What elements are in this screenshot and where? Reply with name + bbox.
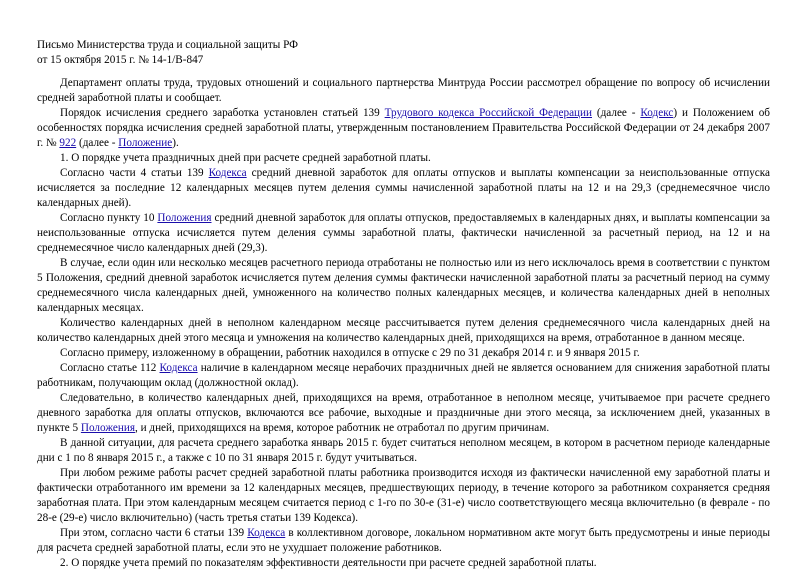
paragraph-article-139-part4 — [37, 166, 770, 211]
link-resolution-922[interactable]: 922 — [59, 137, 77, 149]
text-span: в коллективном договоре, локальном нормативном акте могут быть предусмотрены и иные периоды для расчета средней заработной платы, если это не ухудшает положение работников. — [37, 527, 771, 554]
text-span: средний дневной заработок для оплаты отпусков, предоставляемых в календарных днях, и выплаты компенсации за неиспользованные отпуска исчисляется путем деления суммы заработной платы, фактически начисленной за расчетный период, на 12 и на среднемесячное число календарных дней (29,3). — [37, 212, 771, 254]
link-code[interactable]: Кодекса — [247, 527, 286, 539]
link-regulation[interactable]: Положения — [80, 422, 135, 434]
text-span: ). — [172, 137, 179, 149]
paragraph-incomplete-months: В случае, если один или несколько месяцев расчетного периода отработаны не полностью или из него исключалось время в соответствии с пунктом 5 Положения, средний дневной заработок исчисляется путем деления суммы фактически начисленной заработной платы за расчетный период на сумму среднемесячного числа календарных дней, умноженного на количество полных календарных месяцев, и количества календарных дней в неполных календарных месяцах. — [37, 257, 770, 314]
paragraph-consequently — [37, 391, 770, 436]
paragraph-article-139-part6 — [37, 526, 770, 556]
section-heading-1: 1. О порядке учета праздничных дней при расчете средней заработной платы. — [60, 152, 431, 164]
text-span: Согласно части 4 статьи 139 — [60, 167, 209, 179]
document-date-number: от 15 октября 2015 г. № 14-1/В-847 — [37, 54, 204, 66]
link-labor-code[interactable]: Трудового кодекса Российской Федерации — [384, 107, 592, 119]
paragraph-any-regime: При любом режиме работы расчет средней заработной платы работника производится исходя из фактически начисленной ему заработной платы и фактически отработанного им времени за 12 календарных месяцев, предшествующих периоду, в течение которого за работником сохраняется средняя заработная плата. При этом календарным месяцем считается период с 1-го по 30-е (31-е) число соответствующего месяца включительно (в феврале - по 28-е (29-е) число включительно) (часть третья статьи 139 Кодекса). — [37, 467, 770, 524]
paragraph-regulation-point10 — [37, 211, 770, 256]
section-heading-2: 2. О порядке учета премий по показателям эффективности деятельности при расчете средней заработной платы. — [60, 557, 597, 569]
paragraph-procedure — [37, 106, 770, 151]
link-regulation[interactable]: Положение — [118, 137, 173, 149]
text-span: наличие в календарном месяце нерабочих праздничных дней не является основанием для снижения заработной платы работникам, получающим оклад (должностной оклад). — [37, 362, 770, 389]
text-span: Следовательно, в количество календарных дней, приходящихся на время, отработанное в неполном месяце, учитываемое при расчете среднего дневного заработка для оплаты отпусков, включаются все рабочие, выходные и праздничные дни этого месяца, за исключением дней, указанных в пункте 5 — [37, 392, 770, 434]
text-span: (далее - — [592, 107, 641, 119]
text-span: , и дней, приходящихся на время, которое работник не отработал по другим причинам. — [135, 422, 550, 434]
paragraph-days-count: Количество календарных дней в неполном календарном месяце рассчитывается путем деления среднемесячного числа календарных дней на количество календарных дней этого месяца и умножения на количество календарных дней, приходящихся на время, отработанное в данном месяце. — [37, 317, 770, 344]
text-span: (далее - — [76, 137, 119, 149]
text-span: При этом, согласно части 6 статьи 139 — [60, 527, 248, 539]
paragraph-intro: Департамент оплаты труда, трудовых отношений и социального партнерства Минтруда России рассмотрел обращение по вопросу об исчислении средней заработной платы и сообщает. — [37, 77, 770, 104]
link-code[interactable]: Кодекса — [159, 362, 198, 374]
text-span: Согласно пункту 10 — [60, 212, 158, 224]
document-header — [37, 38, 770, 68]
text-span: средний дневной заработок для оплаты отпусков и выплаты компенсации за неиспользованные отпуска исчисляется за последние 12 календарных месяцев путем деления суммы начисленной заработной платы на 12 и на 29,3 (среднемесячное число календарных дней). — [37, 167, 770, 209]
link-regulation[interactable]: Положения — [157, 212, 212, 224]
paragraph-article-112 — [37, 361, 770, 391]
document-body — [37, 76, 770, 571]
document-title: Письмо Министерства труда и социальной защиты РФ — [37, 39, 298, 51]
text-span: Согласно статье 112 — [60, 362, 160, 374]
text-span: Порядок исчисления среднего заработка установлен статьей 139 — [60, 107, 385, 119]
paragraph-example: Согласно примеру, изложенному в обращении, работник находился в отпуске с 29 по 31 декабря 2014 г. и 9 января 2015 г. — [60, 347, 640, 359]
link-code[interactable]: Кодекса — [208, 167, 247, 179]
link-code[interactable]: Кодекс — [640, 107, 674, 119]
paragraph-situation: В данной ситуации, для расчета среднего заработка январь 2015 г. будет считаться неполном месяцем, в котором в расчетном периоде календарные дни с 1 по 8 января 2015 г., а также с 10 по 31 января 2015 г. будут учитываться. — [37, 437, 770, 464]
text-span: ) и Положением об особенностях порядка исчисления средней заработной платы, утвержденным постановлением Правительства Российской Федерации от 24 декабря 2007 г. № — [37, 107, 770, 149]
